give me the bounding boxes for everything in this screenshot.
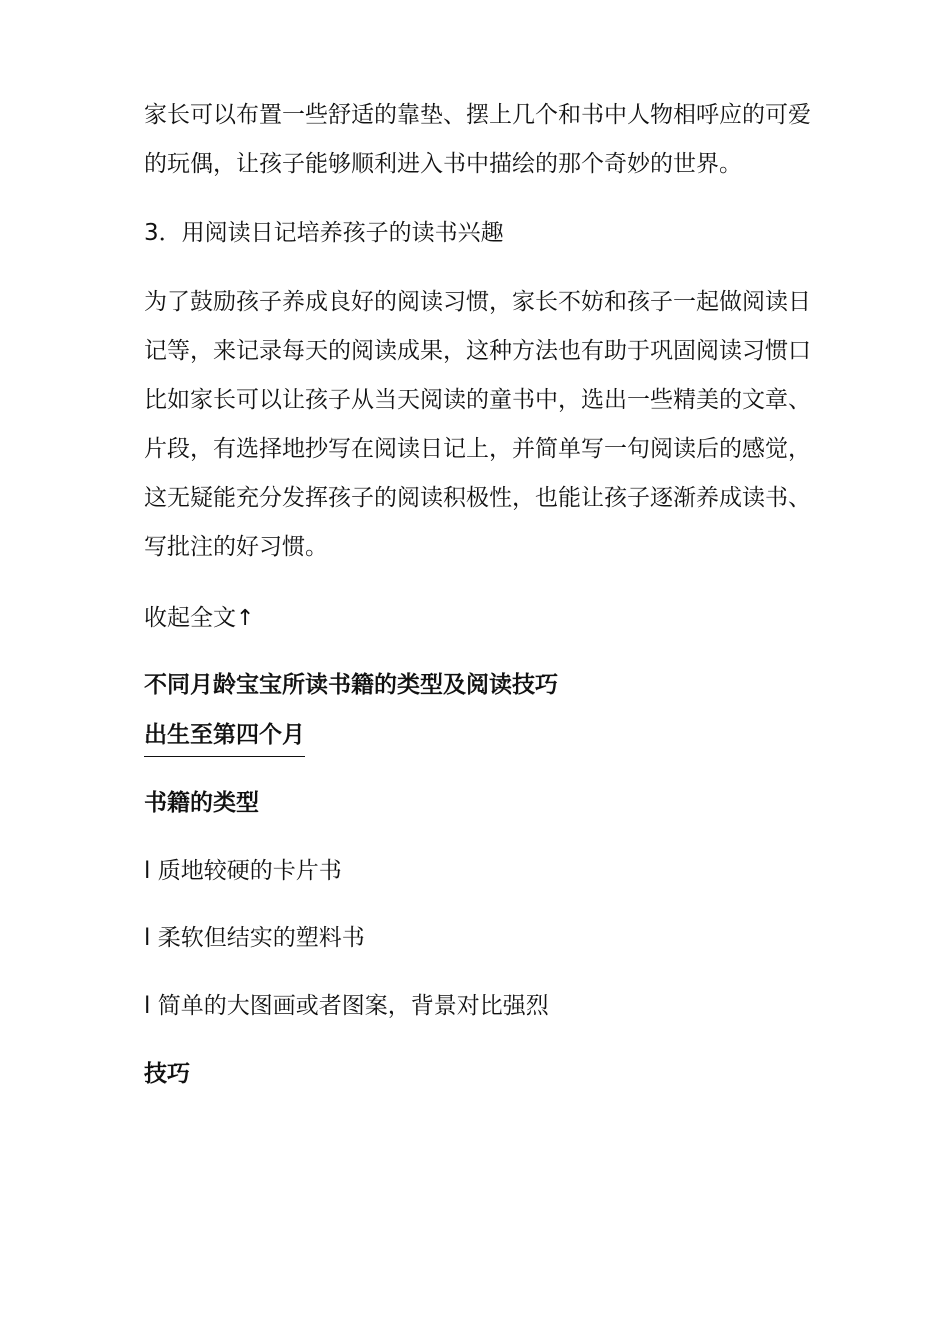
collapse-full-text-link[interactable] xyxy=(144,594,824,643)
tips-heading: 技巧 xyxy=(144,1061,190,1087)
list-item: l 柔软但结实的塑料书 xyxy=(144,925,365,951)
list-item: l 质地较硬的卡片书 xyxy=(144,858,342,884)
age-range-subtitle: 出生至第四个月 xyxy=(144,715,305,757)
list-item: l 简单的大图画或者图案，背景对比强烈 xyxy=(144,993,549,1019)
collapse-label: 收起全文 xyxy=(144,605,236,631)
book-types-heading: 书籍的类型 xyxy=(144,790,259,816)
paragraph-reading-diary: 为了鼓励孩子养成良好的阅读习惯，家长不妨和孩子一起做阅读日记等，来记录每天的阅读成果，这种方法也有助于巩固阅读习惯口比如家长可以让孩子从当天阅读的童书中，选出一些精美的文章、片段，有选择地抄写在阅读日记上，并简单写一句阅读后的感觉，这无疑能充分发挥孩子的阅读积极性，也能让孩子逐渐养成读书、写批注的好习惯。 xyxy=(144,289,811,560)
arrow-up-icon: ↑ xyxy=(236,606,255,631)
numbered-heading-reading-diary: 3．用阅读日记培养孩子的读书兴趣 xyxy=(144,220,504,246)
paragraph-cozy-setting: 家长可以布置一些舒适的靠垫、摆上几个和书中人物相呼应的可爱的玩偶，让孩子能够顺利进入书中描绘的那个奇妙的世界。 xyxy=(144,102,811,177)
section-title: 不同月龄宝宝所读书籍的类型及阅读技巧 xyxy=(144,672,558,698)
